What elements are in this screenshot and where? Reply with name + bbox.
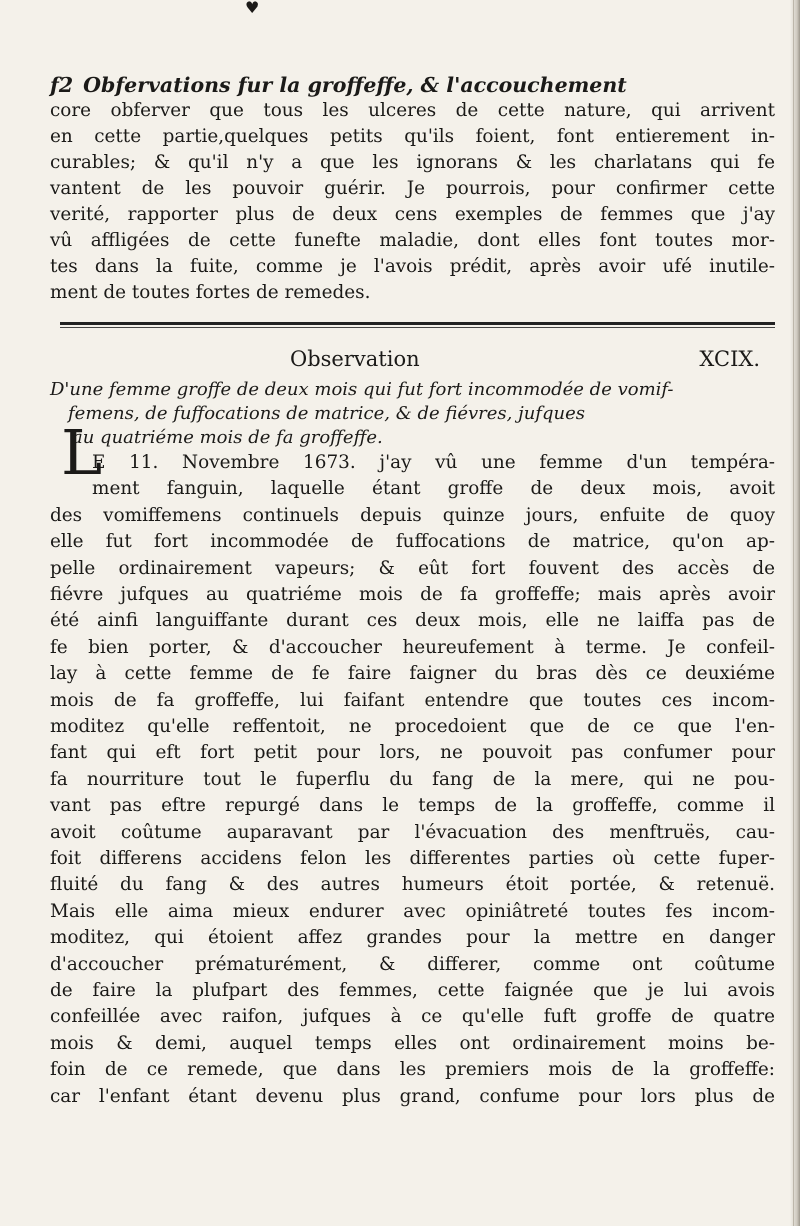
text-line: mois & demi, auquel temps elles ont ordinairement moins be- (50, 1032, 775, 1054)
observation-title: Observation XCIX. (290, 347, 760, 371)
page-edge-line (793, 0, 794, 1226)
text-line: vû affligées de cette funefte maladie, dont elles font toutes mor- (50, 230, 775, 251)
text-line: de faire la plufpart des femmes, cette faignée que je lui avois (50, 980, 775, 1001)
top-ornament: ♥ (245, 0, 260, 17)
text-line: foin de ce remede, que dans les premiers mois de la groffeffe: (50, 1059, 775, 1081)
text-line: en cette partie,quelques petits qu'ils foient, font entierement in- (50, 126, 775, 147)
text-line: fant qui eft fort petit pour lors, ne pouvoit pas confumer pour (50, 742, 775, 764)
text-line: pelle ordinairement vapeurs; & eût fort fouvent des accès de (50, 557, 775, 579)
text-line: core obferver que tous les ulceres de cette nature, qui arrivent (50, 100, 775, 121)
text-line: fiévre jufques au quatriéme mois de fa groffeffe; mais après avoir (50, 584, 775, 605)
text-line: ment de toutes fortes de remedes. (50, 282, 371, 303)
text-line: été ainfi languiffante durant ces deux mois, elle ne laiffa pas de (50, 610, 775, 632)
text-line: au quatriéme mois de fa groffeffe. (72, 427, 383, 448)
text-line: lay à cette femme de fe faire faigner du bras dès ce deuxiéme (50, 663, 775, 685)
page-edge (790, 0, 800, 1226)
text-line: femens, de fuffocations de matrice, & de fiévres, jufques (68, 403, 585, 424)
section-rule-thick (60, 322, 775, 325)
drop-cap: L (61, 416, 103, 489)
text-line: mois de fa groffeffe, lui faifant entendre que toutes ces incom- (50, 689, 775, 711)
text-line: vant pas eftre repurgé dans le temps de la groffeffe, comme il (50, 795, 775, 817)
text-line: E 11. Novembre 1673. j'ay vû une femme d'un tempéra- (92, 452, 775, 473)
text-line: fa nourriture tout le fuperflu du fang de la mere, qui ne pou- (50, 768, 775, 790)
text-line: foit differens accidens felon les differentes parties où cette fuper- (50, 848, 775, 869)
text-line: car l'enfant étant devenu plus grand, confume pour lors plus de (50, 1085, 775, 1107)
text-line: fe bien porter, & d'accoucher heureufement à terme. Je confeil- (50, 636, 775, 658)
text-line: ment fanguin, laquelle étant groffe de deux mois, avoit (92, 478, 775, 500)
text-line: Mais elle aima mieux endurer avec opiniâtreté toutes fes incom- (50, 900, 775, 922)
text-line: D'une femme groffe de deux mois qui fut fort incommodée de vomif- (50, 379, 674, 400)
running-header (50, 72, 750, 98)
text-line: d'accoucher prématurément, & differer, comme ont coûtume (50, 953, 775, 975)
text-line: curables; & qu'il n'y a que les ignorans & les charlatans qui fe (50, 152, 775, 173)
running-title: Obfervations fur la groffeffe, & l'accouchement (83, 73, 627, 97)
text-line: elle fut fort incommodée de fuffocations de matrice, qu'on ap- (50, 531, 775, 553)
text-line: tes dans la fuite, comme je l'avois prédit, après avoir ufé inutile- (50, 256, 775, 277)
text-line: verité, rapporter plus de deux cens exemples de femmes que j'ay (50, 204, 775, 225)
section-rule-thin (60, 327, 775, 328)
text-line: confeillée avec raifon, jufques à ce qu'elle fuft groffe de quatre (50, 1006, 775, 1028)
text-line: des vomiffemens continuels depuis quinze jours, enfuite de quoy (50, 504, 775, 526)
text-line: vantent de les pouvoir guérir. Je pourrois, pour confirmer cette (50, 178, 775, 199)
text-line: fluité du fang & des autres humeurs étoit portée, & retenuë. (50, 874, 775, 896)
text-line: moditez, qui étoient affez grandes pour la mettre en danger (50, 927, 775, 949)
text-line: moditez qu'elle reffentoit, ne procedoient que de ce que l'en- (50, 716, 775, 737)
page-number: f2 (50, 73, 74, 97)
text-line: avoit coûtume auparavant par l'évacuation des menftruës, cau- (50, 821, 775, 843)
